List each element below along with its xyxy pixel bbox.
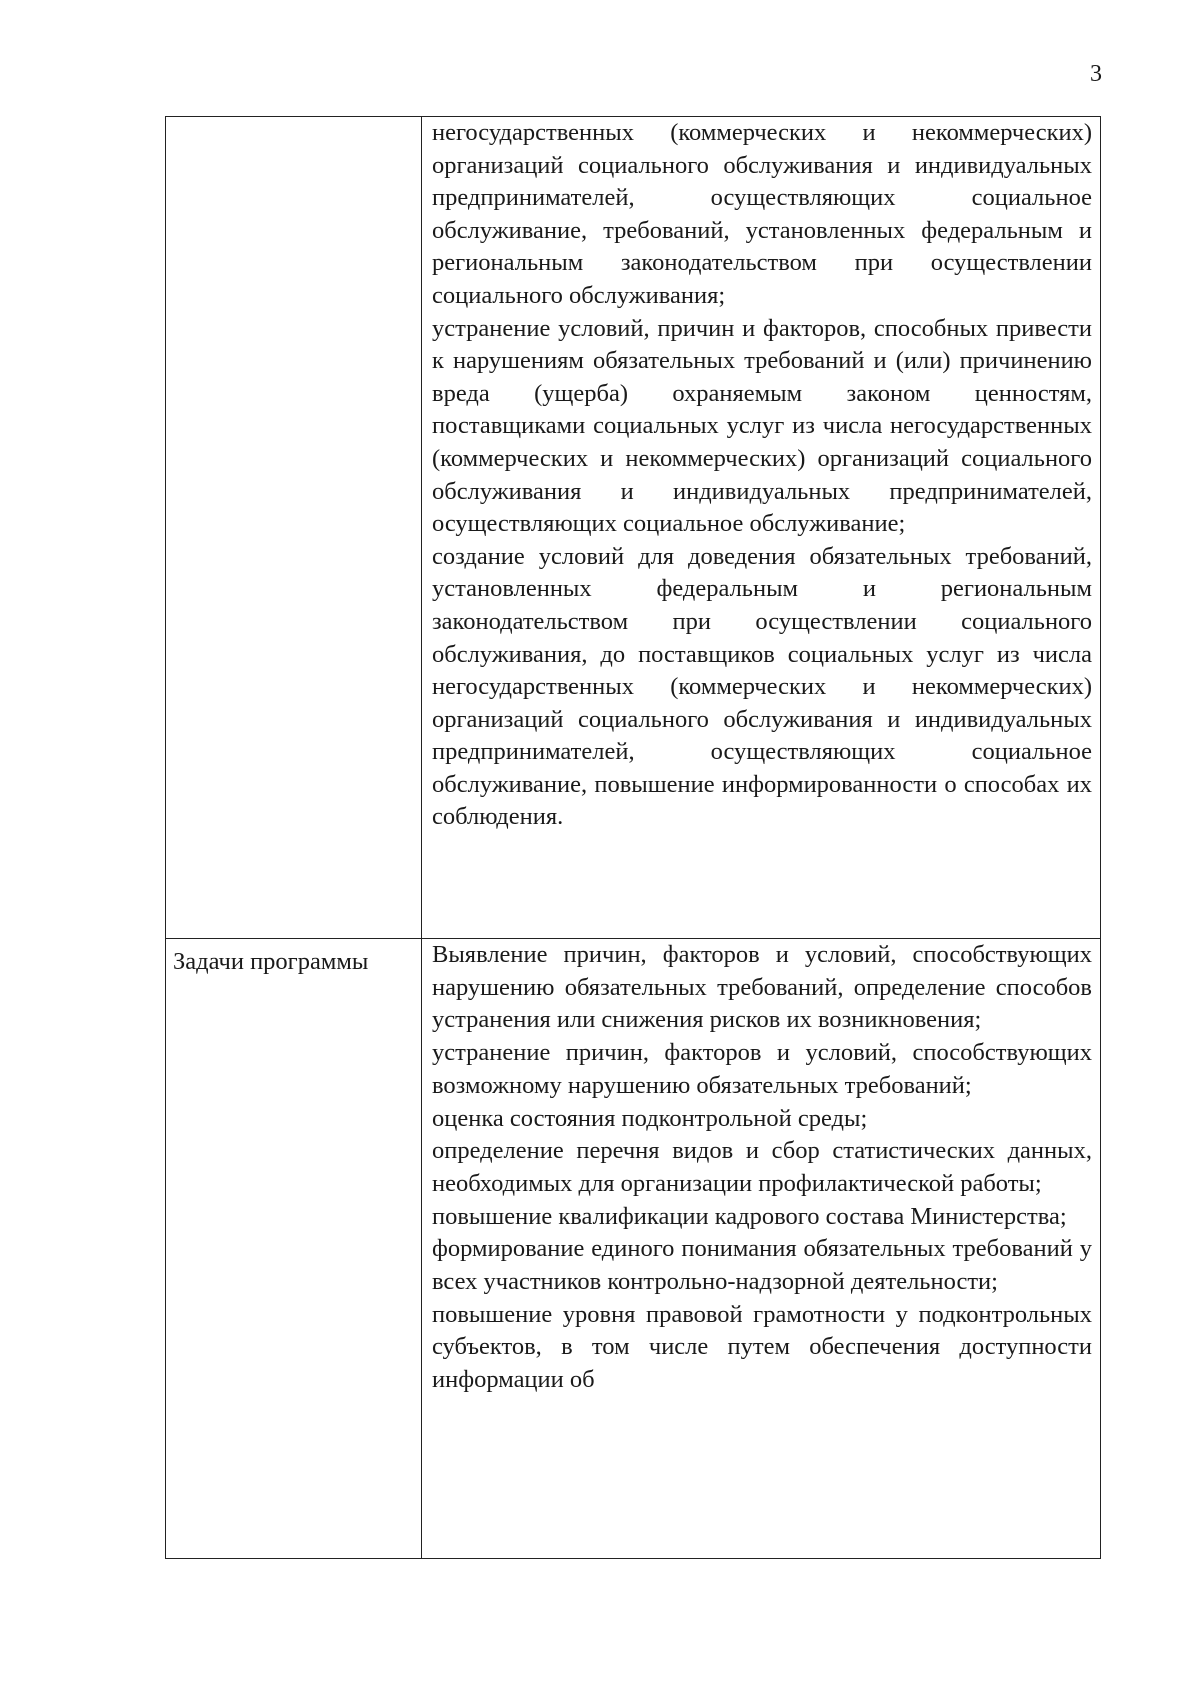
table-row-goals-continued [166,117,1101,939]
paragraph: определение перечня видов и сбор статистических данных, необходимых для организации профилактической работы; [432,1137,1092,1197]
paragraph: оценка состояния подконтрольной среды; [432,1104,868,1132]
program-table [165,116,1101,1559]
paragraph: устранение причин, факторов и условий, способствующих возможному нарушению обязательных требований; [432,1039,1092,1099]
row-label [166,117,421,125]
paragraph: негосударственных (коммерческих и некоммерческих) организаций социального обслуживания и индивидуальных предпринимателей, осуществляющих социальное обслуживание, требований, установленных федеральным и региональным законодательством при осуществлении социального обслуживания; [432,119,1092,309]
paragraph: повышение уровня правовой грамотности у подконтрольных субъектов, в том числе путем обеспечения доступности информации об [432,1300,1092,1394]
paragraph: формирование единого понимания обязательных требований у всех участников контрольно-надзорной деятельности; [432,1235,1092,1296]
row-label-cell [166,939,422,1559]
row-content-cell [422,117,1101,939]
table-row-program-tasks [166,939,1101,1559]
row-content-cell [422,939,1101,1559]
paragraph: повышение квалификации кадрового состава Министерства; [432,1202,1067,1230]
row-label: Задачи программы [173,948,369,975]
paragraph: Выявление причин, факторов и условий, способствующих нарушению обязательных требований, определение способов устранения или снижения рисков их возникновения; [432,941,1092,1034]
paragraph: создание условий для доведения обязательных требований, установленных федеральным и региональным законодательством при осуществлении социального обслуживания, до поставщиков социальных услуг из числа негосударственных (коммерческих и некоммерческих) организаций социального обслуживания и индивидуальных предпринимателей, осуществляющих социальное обслуживание, повышение информированности о способах их соблюдения. [432,542,1092,831]
paragraph: устранение условий, причин и факторов, способных привести к нарушениям обязательных требований и (или) причинению вреда (ущерба) охраняемым законом ценностям, поставщиками социальных услуг из числа негосударственных (коммерческих и некоммерческих) организаций социального обслуживания и индивидуальных предпринимателей, осуществляющих социальное обслуживание; [432,314,1092,538]
row-label-cell [166,117,422,939]
page-number: 3 [1090,61,1102,87]
